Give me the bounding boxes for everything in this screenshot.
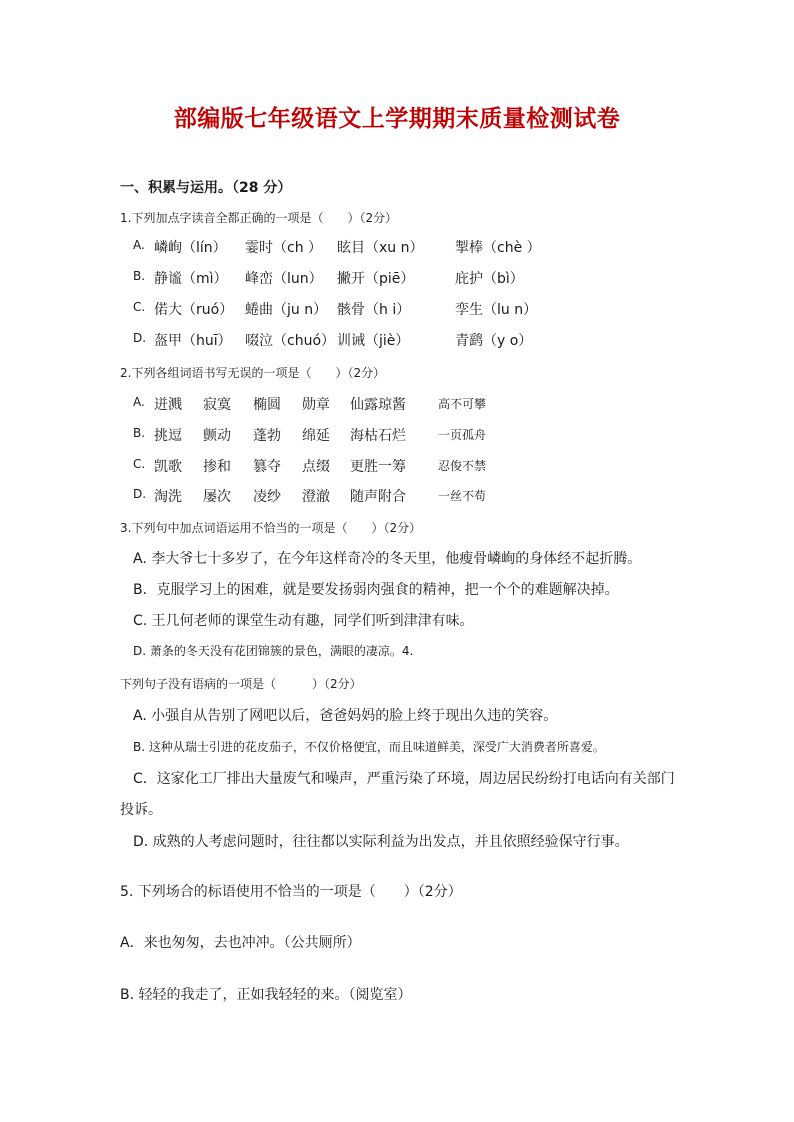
option-item: 庇护（bì） [455, 271, 524, 287]
exam-title: 部编版七年级语文上学期期末质量检测试卷 [173, 106, 621, 132]
question-3-option-a: A. 李大爷七十多岁了，在今年这样奇冷的冬天里，他瘦骨嶙峋的身体经不起折腾。 [133, 551, 642, 567]
option-item: 随声附合 [350, 489, 406, 505]
option-item: 偌大（ruó） [154, 302, 234, 318]
option-item: 嶙峋（lín） [154, 240, 227, 256]
question-3-option-c: C. 王几何老师的课堂生动有趣，同学们听到津津有味。 [133, 613, 474, 629]
option-item: 挑逗 [154, 428, 182, 444]
option-item: 椭圆 [253, 397, 281, 413]
question-5-option-b: B. 轻轻的我走了，正如我轻轻的来。（阅览室） [120, 987, 412, 1003]
question-1-option-row [0, 268, 794, 290]
option-item: 啜泣（chuó） [245, 333, 336, 349]
option-item: 蜷曲（ju n） [245, 302, 328, 318]
option-item: 迸溅 [154, 397, 182, 413]
option-item: 忍俊不禁 [438, 459, 487, 473]
option-item: 点缀 [302, 459, 330, 475]
option-item: 仙露琼酱 [350, 397, 406, 413]
option-item: 篡夺 [253, 459, 281, 475]
question-3-stem: 3.下列句中加点词语运用不恰当的一项是（ ）（2分） [120, 521, 422, 535]
option-label: C. [133, 300, 146, 314]
option-item: 高不可攀 [438, 397, 487, 411]
option-item: 海枯石烂 [350, 428, 406, 444]
question-5-option-a: A．来也匆匆，去也冲冲。（公共厕所） [120, 935, 361, 951]
option-item: 骸骨（h i） [337, 302, 411, 318]
option-item: 凌纱 [253, 489, 281, 505]
option-item: 峰峦（lun） [245, 271, 323, 287]
option-item: 绵延 [302, 428, 330, 444]
option-item: 盔甲（huī） [154, 333, 232, 349]
question-4-option-c-cont: 投诉。 [120, 802, 162, 818]
question-1-option-row [0, 299, 794, 321]
option-item: 掣棒（chè ） [455, 240, 541, 256]
option-item: 蓬勃 [253, 428, 281, 444]
option-item: 青鹞（y o） [455, 333, 533, 349]
option-item: 孪生（lu n） [455, 302, 538, 318]
question-4-option-a: A. 小强自从告别了网吧以后，爸爸妈妈的脸上终于现出久违的笑容。 [133, 708, 558, 724]
question-1-option-row [0, 330, 794, 352]
option-item: 更胜一筹 [350, 459, 406, 475]
question-4-stem: 下列句子没有语病的一项是（ ）（2分） [120, 677, 362, 691]
option-label: A. [133, 395, 145, 409]
option-item: 掺和 [203, 459, 231, 475]
question-1-option-row [0, 237, 794, 259]
option-item: 勋章 [302, 397, 330, 413]
section-heading: 一、积累与运用。（28 分） [120, 180, 292, 196]
option-item: 静谧（mì） [154, 271, 228, 287]
option-item: 屡次 [203, 489, 231, 505]
option-item: 霎时（ch ） [245, 240, 323, 256]
option-label: C. [133, 457, 146, 471]
option-item: 寂寞 [203, 397, 231, 413]
option-item: 一丝不苟 [438, 489, 487, 503]
question-2-option-row [0, 394, 794, 416]
option-item: 一页孤舟 [438, 428, 487, 442]
question-4-option-d: D. 成熟的人考虑问题时，往往都以实际利益为出发点，并且依照经验保守行事。 [133, 834, 629, 850]
option-item: 颤动 [203, 428, 231, 444]
option-label: D. [133, 487, 147, 501]
option-label: D. [133, 331, 147, 345]
question-2-option-row [0, 425, 794, 447]
question-5-stem: 5. 下列场合的标语使用不恰当的一项是（ ）（2分） [120, 884, 462, 900]
question-4-option-b: B. 这种从瑞士引进的花皮茄子，不仅价格便宜，而且味道鲜美，深受广大消费者所喜爱。 [133, 740, 605, 754]
option-label: A. [133, 238, 145, 252]
question-1-stem: 1.下列加点字读音全都正确的一项是（ ）（2分） [120, 211, 398, 225]
option-label: B. [133, 269, 146, 283]
question-3-option-d: D. 萧条的冬天没有花团锦簇的景色，满眼的凄凉。4. [133, 644, 414, 658]
option-item: 眩目（xu n） [337, 240, 424, 256]
question-2-stem: 2.下列各组词语书写无误的一项是（ ）（2分） [120, 366, 386, 380]
option-label: B. [133, 426, 146, 440]
option-item: 澄澈 [302, 489, 330, 505]
question-2-option-row [0, 456, 794, 478]
question-3-option-b: B．克服学习上的困难，就是要发扬弱肉强食的精神，把一个个的难题解决掉。 [133, 582, 619, 598]
option-item: 训诫（jiè） [337, 333, 410, 349]
question-2-option-row [0, 486, 794, 508]
question-4-option-c: C．这家化工厂排出大量废气和噪声，严重污染了环境，周边居民纷纷打电话向有关部门 [133, 771, 675, 787]
option-item: 凯歌 [154, 459, 182, 475]
option-item: 撇开（piē） [337, 271, 415, 287]
option-item: 淘洗 [154, 489, 182, 505]
